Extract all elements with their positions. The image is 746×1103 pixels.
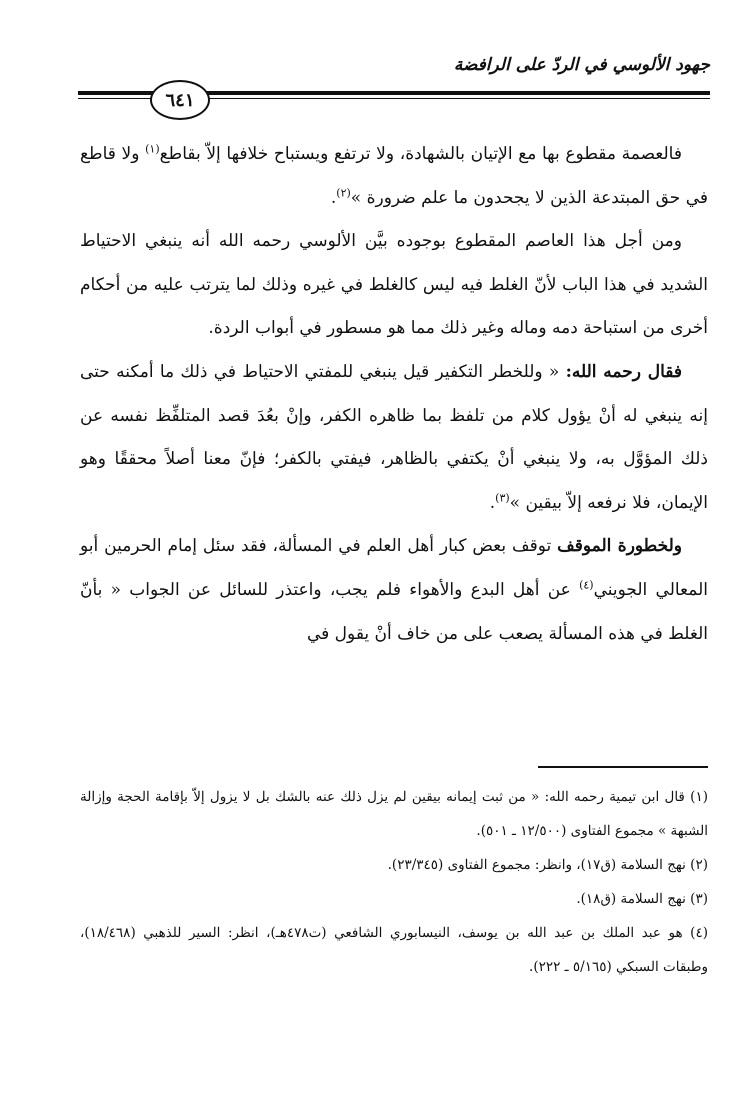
paragraph-2: ومن أجل هذا العاصم المقطوع بوجوده بيَّن الألوسي رحمه الله أنه ينبغي الاحتياط الشديد في هذا الباب لأنّ الغلط فيه ليس كالغلط في غيره وذلك لما يترتب عليه من أحكام أخرى من استباحة دمه وماله وغير ذلك مما هو مسطور في أبواب الردة.: [80, 231, 708, 339]
footnote-ref-3: (٣): [495, 491, 510, 505]
page-number: ٦٤١: [150, 80, 210, 120]
footnote-ref-4: (٤): [579, 578, 594, 592]
footnotes: [80, 780, 708, 984]
footnote-3: (٣) نهج السلامة (ق١٨).: [576, 891, 708, 907]
paragraph-4: ولخطورة الموقف توقف بعض كبار أهل العلم في المسألة، فقد سئل إمام الحرمين أبو المعالي الجويني$^{(٤)}$ عن أهل البدع والأهواء فلم يجب، واعتذر للسائل عن الجواب « بأنّ الغلط في هذه المسألة يصعب على من خاف أنْ يقول في: [80, 536, 708, 644]
footnote-1: (١) قال ابن تيمية رحمه الله: « من ثبت إيمانه بيقين لم يزل ذلك عنه بالشك بل لا يزول إلاّ بإقامة الحجة وإزالة الشبهة » مجموع الفتاوى (١٢/٥٠٠ ـ ٥٠١).: [80, 789, 708, 839]
footnote-4: (٤) هو عبد الملك بن عبد الله بن يوسف، النيسابوري الشافعي (ت٤٧٨هـ)، انظر: السير للذهبي (١٨/٤٦٨)، وطبقات السبكي (٥/١٦٥ ـ ٢٢٢).: [80, 925, 708, 975]
paragraph-3-lead: فقال رحمه الله:: [565, 361, 682, 382]
paragraph-1: فالعصمة مقطوع بها مع الإتيان بالشهادة، ولا ترتفع ويستباح خلافها إلاّ بقاطع$^{(١)}$ ولا قاطع في حق المبتدعة الذين لا يجحدون ما علم ضرورة »$^{(٢)}$.: [80, 142, 708, 208]
running-title: جهود الألوسي في الردّ على الرافضة: [453, 55, 710, 75]
footnote-ref-2: (٢): [336, 185, 351, 199]
footnote-ref-1: (١): [145, 142, 160, 156]
paragraph-4-lead: ولخطورة الموقف: [557, 536, 682, 557]
footnote-separator: [538, 766, 708, 768]
paragraph-3: فقال رحمه الله: « وللخطر التكفير قيل ينبغي للمفتي الاحتياط في ذلك ما أمكنه حتى إنه ينبغي له أنْ يؤول كلام من تلفظ بما ظاهره الكفر، وإنْ بعُدَ قصد المتلفِّظ نفسه عن ذلك المؤوَّل به، ولا ينبغي أنْ يكتفي بالظاهر، فيفتي بالكفر؛ فإنّ معنا أصلاً محققًا وهو الإيمان، فلا نرفعه إلاّ بيقين »$^{(٣)}$.: [80, 361, 708, 513]
footnote-2: (٢) نهج السلامة (ق١٧)، وانظر: مجموع الفتاوى (٢٣/٣٤٥).: [387, 857, 708, 873]
main-text: [80, 133, 708, 656]
